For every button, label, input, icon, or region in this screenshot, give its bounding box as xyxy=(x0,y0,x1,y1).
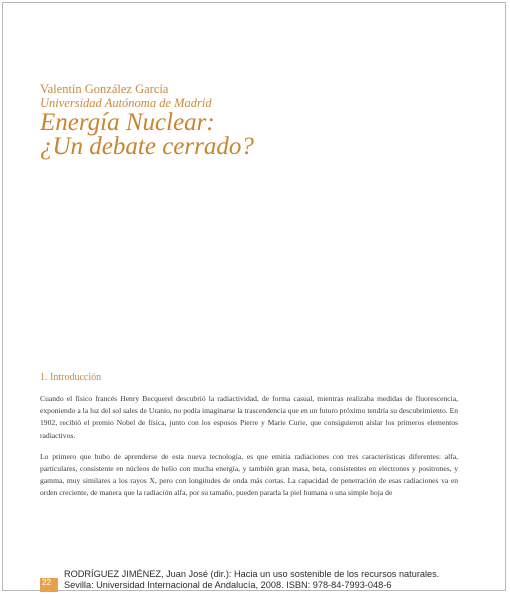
citation-line-2: Sevilla: Universidad Internacional de Andalucía, 2008. ISBN: 978-84-7993-048-6 xyxy=(64,580,392,590)
author-name: Valentín González García xyxy=(40,82,169,96)
author-affiliation: Universidad Autónoma de Madrid xyxy=(40,96,212,110)
footer-citation xyxy=(64,569,504,591)
page-number: 22 xyxy=(42,578,51,587)
article-title xyxy=(40,111,254,159)
body-text xyxy=(40,393,458,509)
paragraph-2: Lo primero que hubo de aprenderse de esta nueva tecnología, es que emitía radiaciones con tres características diferentes: alfa, particulares, consistente en núcleos de helio con mucha energía, y también gran masa, beta, consistentes en electrones y positrones, y gamma, muy similares a los rayos X, pero con longitudes de onda más cortas. La capacidad de penetración de esas radiaciones va en orden creciente, de manera que la radiación alfa, por su tamaño, pueden pararla la piel humana o una simple hoja de xyxy=(40,451,458,498)
title-line-2: ¿Un debate cerrado? xyxy=(40,133,254,160)
title-line-1: Energía Nuclear: xyxy=(40,109,215,136)
section-heading: 1. Introducción xyxy=(40,372,102,383)
paragraph-1: Cuando el físico francés Henry Becquerel descubrió la radiactividad, de forma casual, mientras realizaba medidas de fluorescencia, exponiendo a la luz del sol sales de Uranio, no podía imaginarse la trascendencia que en un futuro próximo tendría su descubrimiento. En 1902, recibió el premio Nobel de física, junto con los esposos Pierre y Marie Curie, que consiguieron aislar los primeros elementos radiactivos. xyxy=(40,394,458,440)
citation-line-1: RODRÍGUEZ JIMÉNEZ, Juan José (dir.): Hacia un uso sostenible de los recursos naturales. xyxy=(64,569,440,579)
